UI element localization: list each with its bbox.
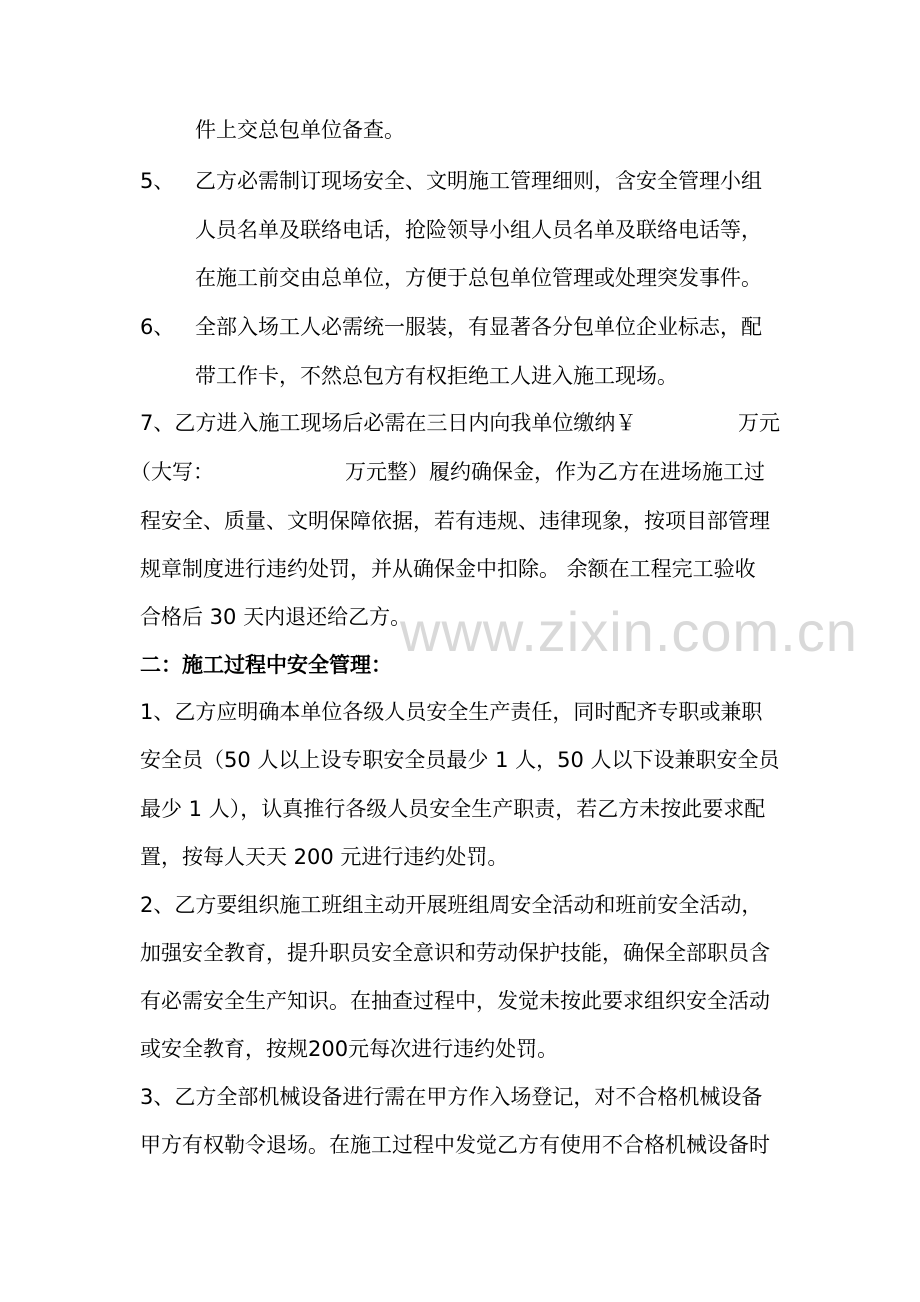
text-line: 程安全、质量、文明保障依据，若有违规、违律现象，按项目部管理 bbox=[140, 509, 770, 533]
section-heading: 二：施工过程中安全管理： bbox=[140, 653, 392, 677]
text-line: 1、乙方应明确本单位各级人员安全生产责任，同时配齐专职或兼职 bbox=[140, 700, 763, 724]
text-line: 置，按每人天天 200 元进行违约处罚。 bbox=[140, 845, 509, 869]
text-line: 万元 bbox=[738, 411, 780, 435]
item-number: 6、 bbox=[140, 315, 175, 339]
text-line: （大写： bbox=[130, 460, 214, 484]
text-line: 3、乙方全部机械设备进行需在甲方作入场登记，对不合格机械设备 bbox=[140, 1085, 763, 1109]
text-line: 有必需安全生产知识。在抽查过程中，发觉未按此要求组织安全活动 bbox=[140, 989, 770, 1013]
watermark: www.zixin.com.cn bbox=[400, 600, 858, 663]
text-line: 甲方有权勒令退场。在施工过程中发觉乙方有使用不合格机械设备时 bbox=[140, 1133, 770, 1157]
text-line: 或安全教育，按规200元每次进行违约处罚。 bbox=[140, 1037, 559, 1061]
text-line: 7、乙方进入施工现场后必需在三日内向我单位缴纳￥ bbox=[140, 411, 637, 435]
text-line: 件上交总包单位备查。 bbox=[195, 118, 405, 142]
text-line: 安全员（50 人以上设专职安全员最少 1 人，50 人以下设兼职安全员 bbox=[140, 748, 780, 772]
text-line: 乙方必需制订现场安全、文明施工管理细则，含安全管理小组 bbox=[195, 169, 762, 193]
text-line: 合格后 30 天内退还给乙方。 bbox=[140, 605, 412, 629]
text-line: 2、乙方要组织施工班组主动开展班组周安全活动和班前安全活动， bbox=[140, 893, 763, 917]
item-number: 5、 bbox=[140, 169, 175, 193]
text-line: 加强安全教育，提升职员安全意识和劳动保护技能，确保全部职员含 bbox=[140, 941, 770, 965]
text-line: 带工作卡，不然总包方有权拒绝工人进入施工现场。 bbox=[195, 364, 678, 388]
text-line: 最少 1 人），认真推行各级人员安全生产职责，若乙方未按此要求配 bbox=[140, 797, 766, 821]
text-line: 人员名单及联络电话，抢险领导小组人员名单及联络电话等， bbox=[195, 218, 762, 242]
text-line: 规章制度进行违约处罚，并从确保金中扣除。 余额在工程完工验收 bbox=[140, 557, 756, 581]
text-line: 万元整）履约确保金，作为乙方在进场施工过 bbox=[345, 460, 765, 484]
text-line: 全部入场工人必需统一服装，有显著各分包单位企业标志，配 bbox=[195, 315, 762, 339]
text-line: 在施工前交由总单位，方便于总包单位管理或处理突发事件。 bbox=[195, 266, 762, 290]
